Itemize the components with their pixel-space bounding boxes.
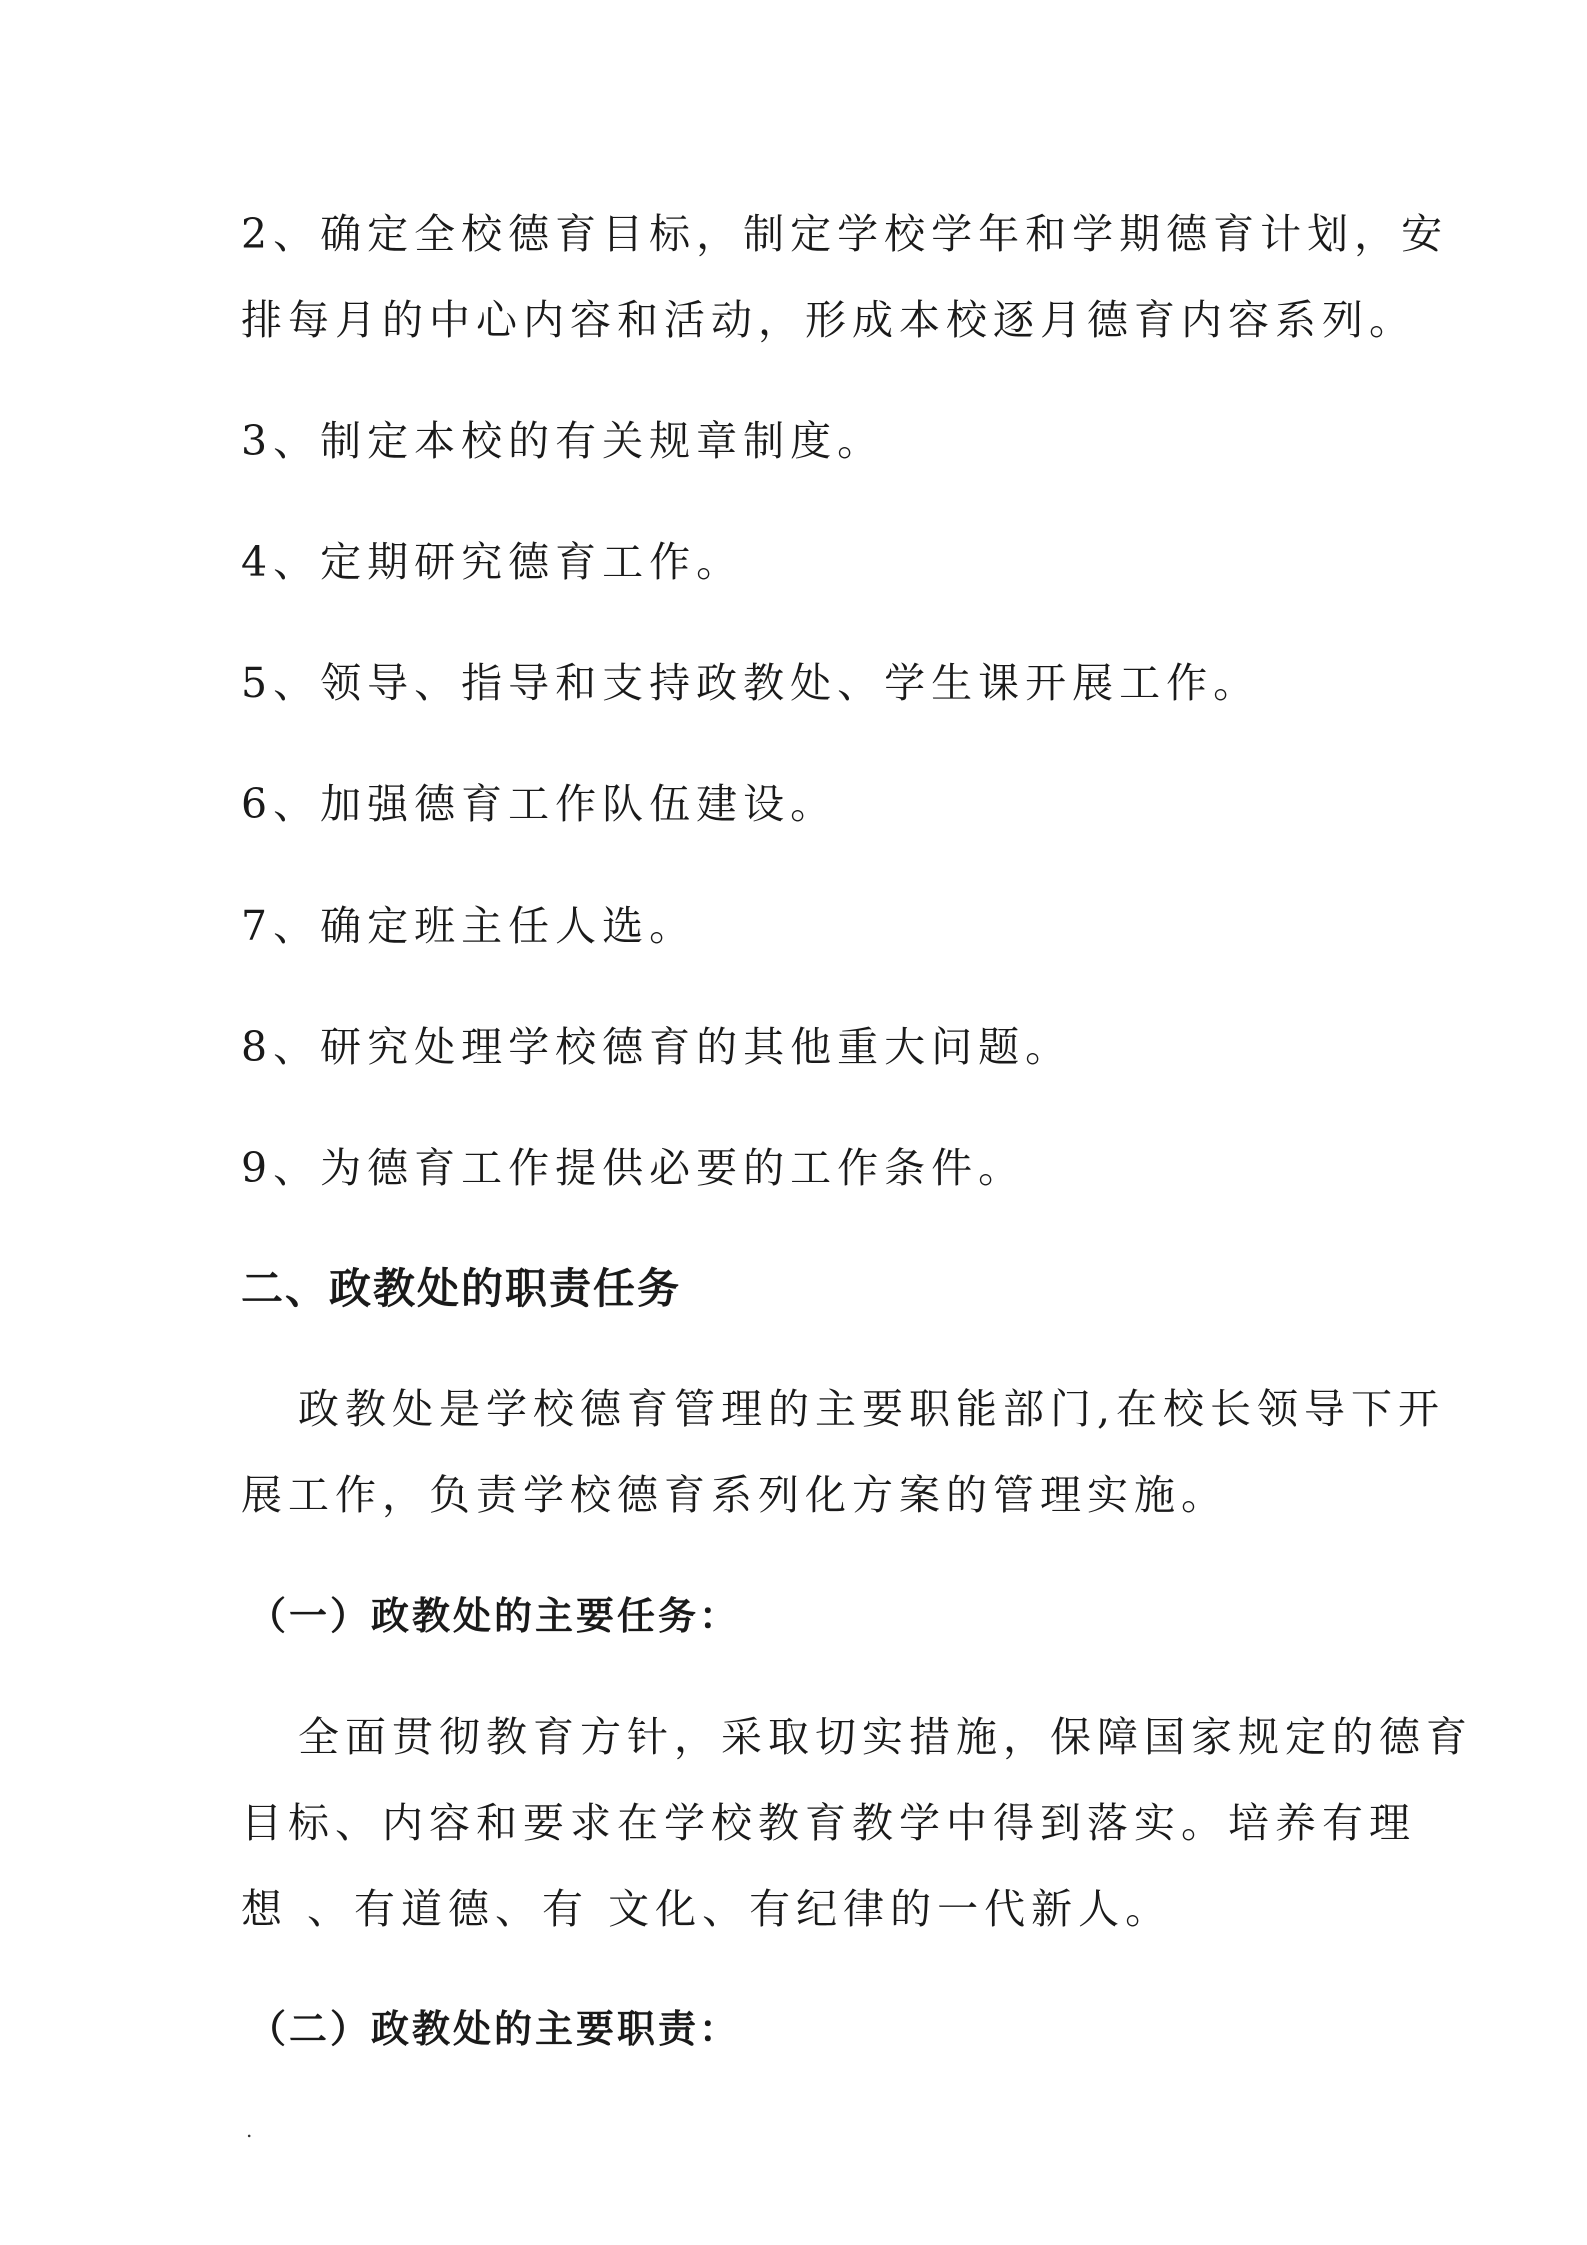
- subsection-2-heading: （二）政教处的主要职责：: [248, 2006, 741, 2051]
- section-2-para-line-2: 展工作，负责学校德育系列化方案的管理实施。: [241, 1471, 1228, 1519]
- subsection-1-para-line-1: 全面贯彻教育方针，采取切实措施，保障国家规定的德育: [298, 1713, 1473, 1761]
- item-2-line-2: 排每月的中心内容和活动，形成本校逐月德育内容系列。: [241, 296, 1416, 344]
- section-2-para-line-1: 政教处是学校德育管理的主要职能部门,在校长领导下开: [298, 1385, 1446, 1433]
- section-2-heading: 二、政教处的职责任务: [241, 1264, 682, 1313]
- item-5: 5、领导、指导和支持政教处、学生课开展工作。: [241, 659, 1261, 707]
- item-9: 9、为德育工作提供必要的工作条件。: [241, 1144, 1026, 1192]
- item-7: 7、确定班主任人选。: [241, 902, 697, 950]
- subsection-1-heading: （一）政教处的主要任务：: [248, 1593, 741, 1638]
- subsection-1-para-line-3: 想 、有道德、有 文化、有纪律的一代新人。: [241, 1885, 1173, 1933]
- item-8: 8、研究处理学校德育的其他重大问题。: [241, 1023, 1073, 1071]
- item-4: 4、定期研究德育工作。: [241, 538, 744, 586]
- item-6: 6、加强德育工作队伍建设。: [241, 780, 838, 828]
- item-3: 3、制定本校的有关规章制度。: [241, 417, 885, 465]
- subsection-1-para-line-2: 目标、内容和要求在学校教育教学中得到落实。培养有理: [241, 1799, 1416, 1847]
- footer-mark: .: [246, 2118, 253, 2142]
- item-2-line-1: 2、确定全校德育目标，制定学校学年和学期德育计划，安: [241, 210, 1449, 258]
